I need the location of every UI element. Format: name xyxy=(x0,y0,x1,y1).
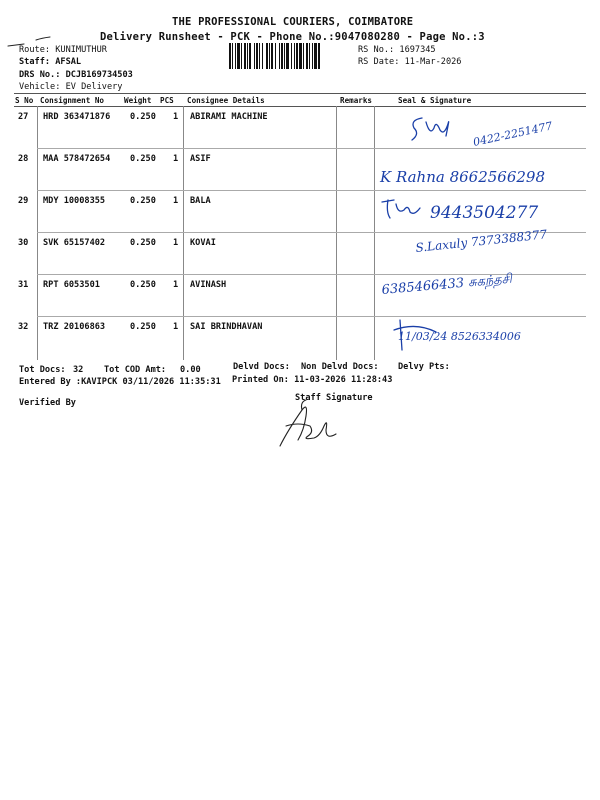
barcode-bar xyxy=(249,43,251,69)
barcode-bar xyxy=(299,43,302,69)
col-divider xyxy=(336,106,337,360)
barcode-bar xyxy=(269,43,270,69)
row-consignee: AVINASH xyxy=(190,280,227,290)
barcode-bar xyxy=(279,43,280,69)
barcode-bar xyxy=(296,43,298,69)
col-divider xyxy=(374,106,375,360)
row-pcs: 1 xyxy=(173,322,179,332)
non-delvd-docs-label: Non Delvd Docs: xyxy=(301,362,379,372)
signature-handwriting xyxy=(376,192,590,228)
row-sno: 29 xyxy=(18,196,29,206)
printed-on: Printed On: 11-03-2026 11:28:43 xyxy=(232,375,393,385)
runsheet-subtitle: Delivery Runsheet - PCK - Phone No.:9047080280 - Page No.:3 xyxy=(100,31,485,43)
barcode-bar xyxy=(309,43,310,69)
col-divider xyxy=(37,106,38,360)
row-sno: 27 xyxy=(18,112,29,122)
barcode-bar xyxy=(241,43,242,69)
barcode-bar xyxy=(256,43,258,69)
barcode-bar xyxy=(275,43,276,69)
handwritten-phone: K Rahna 8662566298 xyxy=(380,168,546,186)
barcode-bar xyxy=(262,43,263,69)
barcode-bar xyxy=(303,43,304,69)
barcode-bar xyxy=(237,43,240,69)
barcode-bar xyxy=(271,43,273,69)
row-weight: 0.250 xyxy=(130,280,156,290)
col-divider xyxy=(183,106,184,360)
row-weight: 0.250 xyxy=(130,154,156,164)
staff-label: Staff: AFSAL xyxy=(19,57,82,67)
row-weight: 0.250 xyxy=(130,196,156,206)
entered-by: Entered By :KAVIPCK 03/11/2026 11:35:31 xyxy=(19,377,221,387)
row-consignee: BALA xyxy=(190,196,211,206)
barcode-bar xyxy=(314,43,317,69)
barcode-bar xyxy=(294,43,295,69)
rs-date: RS Date: 11-Mar-2026 xyxy=(358,57,462,67)
barcode-bar xyxy=(244,43,246,69)
barcode xyxy=(229,43,357,69)
row-consignment: RPT 6053501 xyxy=(43,280,100,290)
row-consignment: TRZ 20106863 xyxy=(43,322,106,332)
row-pcs: 1 xyxy=(173,112,179,122)
row-pcs: 1 xyxy=(173,154,179,164)
route-label: Route: KUNIMUTHUR xyxy=(19,45,107,55)
row-divider xyxy=(37,190,586,191)
barcode-bar xyxy=(229,43,231,69)
barcode-bar xyxy=(284,43,285,69)
row-pcs: 1 xyxy=(173,196,179,206)
verified-by-label: Verified By xyxy=(19,398,76,408)
header-rule-top xyxy=(14,93,586,94)
row-consignment: SVK 65157402 xyxy=(43,238,106,248)
tot-cod-label: Tot COD Amt: xyxy=(104,365,167,375)
row-sno: 31 xyxy=(18,280,29,290)
row-weight: 0.250 xyxy=(130,322,156,332)
barcode-bar xyxy=(232,43,233,69)
barcode-bar xyxy=(291,43,292,69)
row-sno: 30 xyxy=(18,238,29,248)
row-consignee: KOVAI xyxy=(190,238,216,248)
barcode-bar xyxy=(281,43,283,69)
barcode-bar xyxy=(254,43,255,69)
tot-cod-value: 0.00 xyxy=(180,365,201,375)
signature-handwriting xyxy=(376,227,590,276)
staff-signature xyxy=(262,396,362,452)
vehicle-label: Vehicle: EV Delivery xyxy=(19,82,123,92)
row-pcs: 1 xyxy=(173,280,179,290)
col-consignee: Consignee Details xyxy=(187,96,265,105)
tot-docs-value: 32 xyxy=(73,365,84,375)
row-consignment: HRD 363471876 xyxy=(43,112,111,122)
delvd-docs-label: Delvd Docs: xyxy=(233,362,290,372)
handwritten-date: 11/03/24 8526334006 xyxy=(398,330,521,343)
row-consignment: MAA 578472654 xyxy=(43,154,111,164)
col-sno: S No xyxy=(15,96,34,105)
signature-handwriting xyxy=(376,312,590,360)
row-consignee: SAI BRINDHAVAN xyxy=(190,322,263,332)
barcode-bar xyxy=(312,43,313,69)
barcode-bar xyxy=(266,43,268,69)
col-weight: Weight xyxy=(124,96,152,105)
delvy-pts-label: Delvy Pts: xyxy=(398,362,450,372)
barcode-bar xyxy=(306,43,308,69)
col-remarks: Remarks xyxy=(340,96,373,105)
handwritten-phone: 0422-2251477 xyxy=(471,119,554,149)
col-seal-signature: Seal & Signature xyxy=(398,96,472,105)
company-title: THE PROFESSIONAL COURIERS, COIMBATORE xyxy=(172,16,414,28)
barcode-bar xyxy=(247,43,248,69)
signature-handwriting xyxy=(376,272,590,312)
rs-number: RS No.: 1697345 xyxy=(358,45,436,55)
drs-number: DRS No.: DCJB169734503 xyxy=(19,70,133,80)
row-consignee: ASIF xyxy=(190,154,211,164)
handwritten-phone: 6385466433 சுகந்தசி xyxy=(381,271,513,298)
barcode-bar xyxy=(235,43,236,69)
row-sno: 28 xyxy=(18,154,29,164)
staff-signature-label: Staff Signature xyxy=(295,393,373,403)
row-consignment: MDY 10008355 xyxy=(43,196,106,206)
barcode-bar xyxy=(286,43,289,69)
signature-handwriting xyxy=(376,156,590,190)
row-sno: 32 xyxy=(18,322,29,332)
row-consignee: ABIRAMI MACHINE xyxy=(190,112,268,122)
row-pcs: 1 xyxy=(173,238,179,248)
signature-handwriting xyxy=(400,106,590,156)
barcode-bar xyxy=(318,43,320,69)
barcode-bar xyxy=(259,43,260,69)
col-consignment: Consignment No xyxy=(40,96,105,105)
col-pcs: PCS xyxy=(160,96,174,105)
handwritten-phone: 9443504277 xyxy=(430,203,539,223)
row-weight: 0.250 xyxy=(130,238,156,248)
row-weight: 0.250 xyxy=(130,112,156,122)
handwritten-phone: S.Laxuly 7373388377 xyxy=(414,227,548,255)
tot-docs-label: Tot Docs: xyxy=(19,365,66,375)
